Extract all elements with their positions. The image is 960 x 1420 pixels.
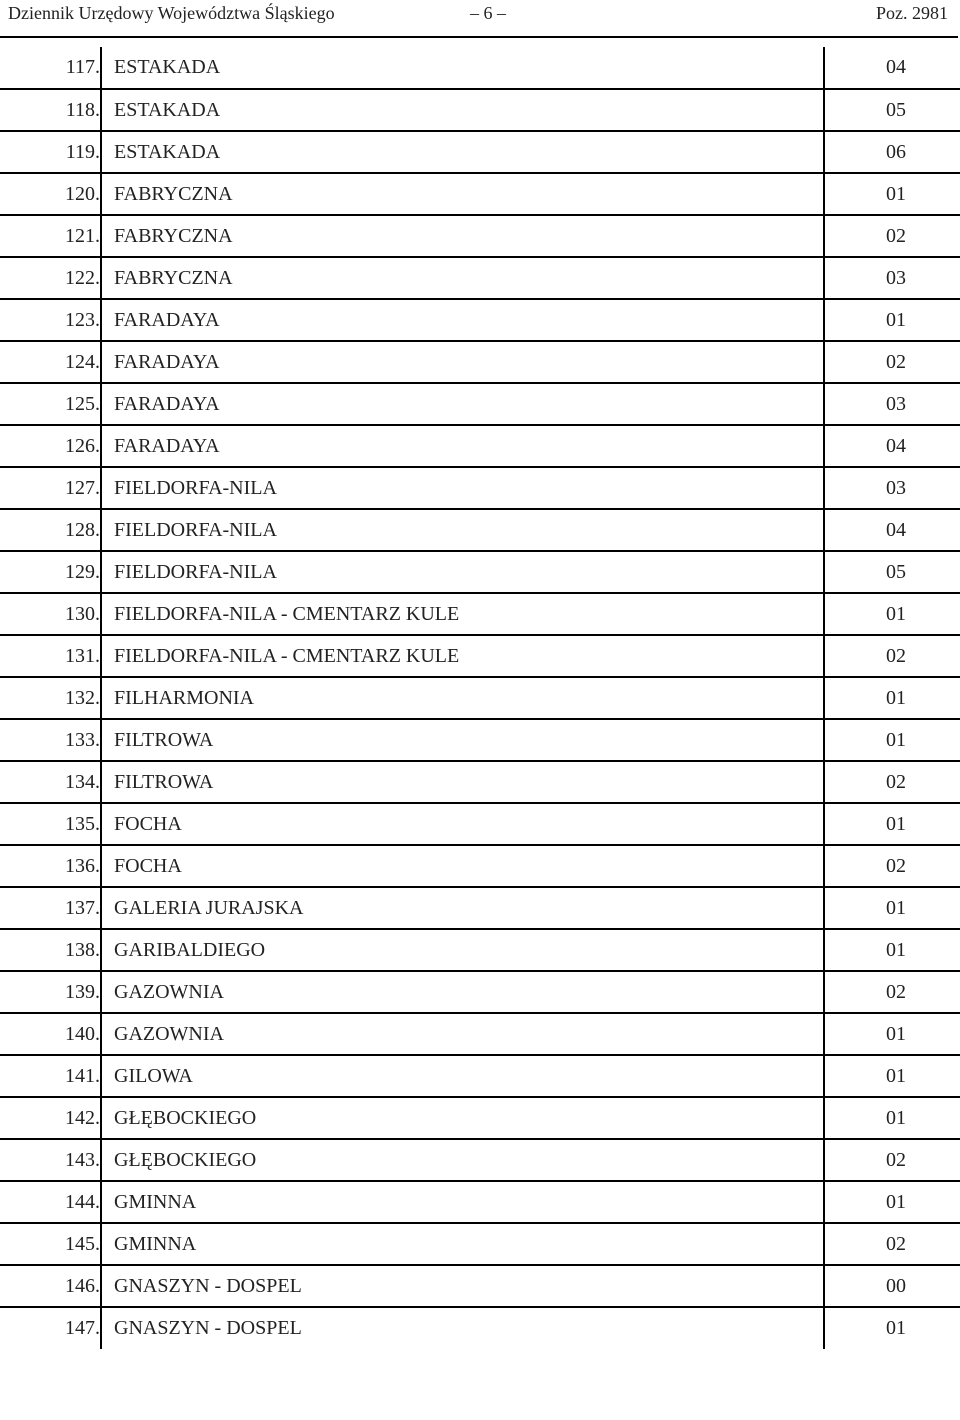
table-row xyxy=(0,215,960,257)
stop-code: 01 xyxy=(824,593,960,635)
table-row xyxy=(0,47,960,89)
stop-code: 01 xyxy=(824,173,960,215)
table-row xyxy=(0,1013,960,1055)
stop-code: 02 xyxy=(824,635,960,677)
table-row xyxy=(0,341,960,383)
row-number: 124. xyxy=(0,341,101,383)
row-number: 133. xyxy=(0,719,101,761)
stop-code: 05 xyxy=(824,89,960,131)
stop-name: GMINNA xyxy=(101,1181,824,1223)
stop-code: 02 xyxy=(824,341,960,383)
table-row xyxy=(0,845,960,887)
stop-name: FOCHA xyxy=(101,845,824,887)
stop-name: GNASZYN - DOSPEL xyxy=(101,1307,824,1349)
stop-name: FIELDORFA-NILA xyxy=(101,509,824,551)
table-row xyxy=(0,509,960,551)
table-row xyxy=(0,803,960,845)
table-row xyxy=(0,1055,960,1097)
stop-name: FARADAYA xyxy=(101,299,824,341)
table-row xyxy=(0,131,960,173)
row-number: 126. xyxy=(0,425,101,467)
stop-name: FILTROWA xyxy=(101,761,824,803)
stop-code: 02 xyxy=(824,215,960,257)
table-row xyxy=(0,1181,960,1223)
table-row xyxy=(0,551,960,593)
row-number: 144. xyxy=(0,1181,101,1223)
row-number: 134. xyxy=(0,761,101,803)
row-number: 119. xyxy=(0,131,101,173)
row-number: 130. xyxy=(0,593,101,635)
stop-code: 01 xyxy=(824,719,960,761)
stop-name: FIELDORFA-NILA - CMENTARZ KULE xyxy=(101,593,824,635)
stop-code: 01 xyxy=(824,299,960,341)
stop-name: FIELDORFA-NILA xyxy=(101,551,824,593)
stop-code: 03 xyxy=(824,467,960,509)
row-number: 132. xyxy=(0,677,101,719)
row-number: 117. xyxy=(0,47,101,89)
table-row xyxy=(0,677,960,719)
table-row xyxy=(0,467,960,509)
table-row xyxy=(0,635,960,677)
stop-code: 01 xyxy=(824,929,960,971)
stop-name: FARADAYA xyxy=(101,383,824,425)
table-row xyxy=(0,383,960,425)
stop-name: FOCHA xyxy=(101,803,824,845)
header-divider xyxy=(0,36,958,38)
table-row xyxy=(0,971,960,1013)
table-row xyxy=(0,929,960,971)
stop-name: ESTAKADA xyxy=(101,47,824,89)
stop-name: ESTAKADA xyxy=(101,131,824,173)
row-number: 146. xyxy=(0,1265,101,1307)
stop-name: FARADAYA xyxy=(101,425,824,467)
row-number: 138. xyxy=(0,929,101,971)
row-number: 128. xyxy=(0,509,101,551)
table-row xyxy=(0,887,960,929)
stop-code: 05 xyxy=(824,551,960,593)
row-number: 143. xyxy=(0,1139,101,1181)
position-number: Poz. 2981 xyxy=(876,3,948,23)
row-number: 139. xyxy=(0,971,101,1013)
table-row xyxy=(0,89,960,131)
stop-name: GMINNA xyxy=(101,1223,824,1265)
stop-code: 02 xyxy=(824,761,960,803)
stop-code: 01 xyxy=(824,677,960,719)
stop-name: GARIBALDIEGO xyxy=(101,929,824,971)
stop-name: FARADAYA xyxy=(101,341,824,383)
stop-name: FIELDORFA-NILA xyxy=(101,467,824,509)
stop-code: 00 xyxy=(824,1265,960,1307)
table-row xyxy=(0,593,960,635)
stop-name: FILTROWA xyxy=(101,719,824,761)
table-row xyxy=(0,1097,960,1139)
row-number: 137. xyxy=(0,887,101,929)
stop-code: 04 xyxy=(824,425,960,467)
stop-name: FABRYCZNA xyxy=(101,173,824,215)
stop-code: 01 xyxy=(824,1181,960,1223)
row-number: 125. xyxy=(0,383,101,425)
stop-code: 03 xyxy=(824,257,960,299)
row-number: 136. xyxy=(0,845,101,887)
stop-name: FABRYCZNA xyxy=(101,215,824,257)
stop-code: 01 xyxy=(824,1055,960,1097)
stop-code: 03 xyxy=(824,383,960,425)
stop-name: GAZOWNIA xyxy=(101,971,824,1013)
table-row xyxy=(0,257,960,299)
stop-name: ESTAKADA xyxy=(101,89,824,131)
row-number: 140. xyxy=(0,1013,101,1055)
stop-code: 01 xyxy=(824,1097,960,1139)
stop-code: 02 xyxy=(824,845,960,887)
row-number: 122. xyxy=(0,257,101,299)
table-row xyxy=(0,299,960,341)
stop-name: FILHARMONIA xyxy=(101,677,824,719)
stops-table-body xyxy=(0,47,960,1349)
table-row xyxy=(0,1265,960,1307)
row-number: 147. xyxy=(65,1317,100,1339)
stop-code: 01 xyxy=(824,803,960,845)
table-row xyxy=(0,761,960,803)
row-number: 135. xyxy=(0,803,101,845)
page-number: – 6 – xyxy=(470,3,506,23)
table-row xyxy=(0,719,960,761)
row-number: 142. xyxy=(0,1097,101,1139)
stop-name: GILOWA xyxy=(101,1055,824,1097)
row-number: 141. xyxy=(0,1055,101,1097)
row-number: 127. xyxy=(0,467,101,509)
journal-title: Dziennik Urzędowy Województwa Śląskiego xyxy=(8,3,335,23)
stop-code: 01 xyxy=(824,1013,960,1055)
page-header xyxy=(8,0,948,26)
row-number: 145. xyxy=(0,1223,101,1265)
table-row xyxy=(0,1139,960,1181)
stop-name: FIELDORFA-NILA - CMENTARZ KULE xyxy=(101,635,824,677)
stop-name: FABRYCZNA xyxy=(101,257,824,299)
stop-code: 04 xyxy=(824,47,960,89)
row-number: 131. xyxy=(0,635,101,677)
stop-name: GŁĘBOCKIEGO xyxy=(101,1097,824,1139)
stop-code: 02 xyxy=(824,1223,960,1265)
row-number: 120. xyxy=(0,173,101,215)
row-number: 129. xyxy=(0,551,101,593)
row-number: 118. xyxy=(0,89,101,131)
stop-name: GNASZYN - DOSPEL xyxy=(101,1265,824,1307)
stop-name: GŁĘBOCKIEGO xyxy=(101,1139,824,1181)
row-number: 121. xyxy=(0,215,101,257)
table-row xyxy=(0,173,960,215)
stop-code: 02 xyxy=(824,971,960,1013)
stop-name: GALERIA JURAJSKA xyxy=(101,887,824,929)
stops-table xyxy=(0,47,960,1349)
row-number: 123. xyxy=(0,299,101,341)
stop-code: 06 xyxy=(824,131,960,173)
table-row xyxy=(0,1223,960,1265)
stop-code: 02 xyxy=(824,1139,960,1181)
stop-code: 04 xyxy=(824,509,960,551)
table-row xyxy=(0,425,960,467)
stop-code: 01 xyxy=(824,887,960,929)
table-row xyxy=(0,1307,960,1349)
stop-name: GAZOWNIA xyxy=(101,1013,824,1055)
stop-code: 01 xyxy=(824,1307,960,1349)
